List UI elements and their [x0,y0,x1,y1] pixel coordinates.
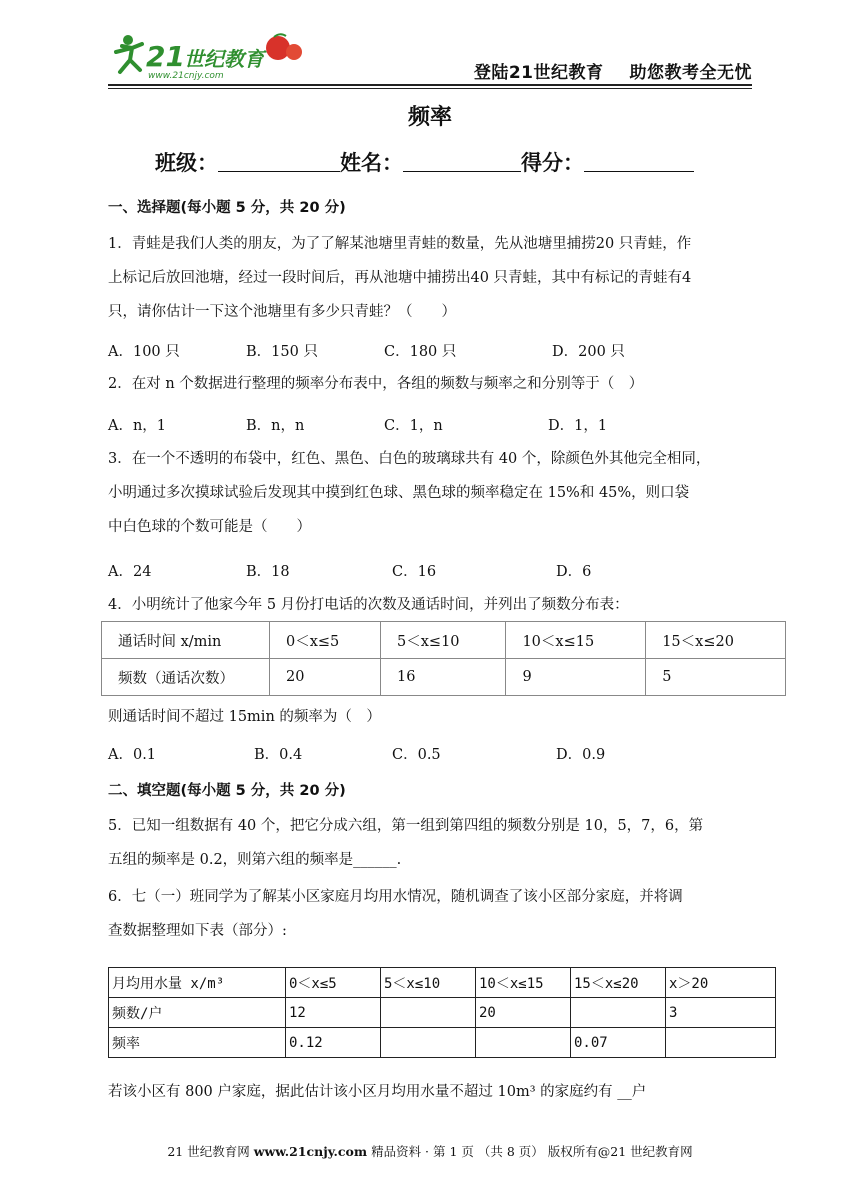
table-cell: 0＜x≤5 [270,622,381,659]
q2-option-c[interactable]: C．1，n [384,418,443,434]
slogan-1: 登陆21世纪教育 [473,63,604,83]
q5-line2: 五组的频率是 0.2，则第六组的频率是______. [108,852,402,868]
q6-line2: 查数据整理如下表（部分）: [108,923,287,939]
q4-option-d[interactable]: D．0.9 [556,747,606,763]
score-label: 得分： [521,151,584,175]
q4-option-a[interactable]: A．0.1 [108,747,157,763]
table-row [102,622,786,659]
slogan-2: 助您教考全无忧 [629,63,752,83]
q3-line3: 中白色球的个数可能是（ ） [108,519,311,535]
table-cell: x＞20 [666,968,776,998]
q1-option-d[interactable]: D．200 只 [552,344,625,360]
q3-option-d[interactable]: D．6 [556,564,592,580]
svg-text:世纪教育: 世纪教育 [184,47,264,71]
table-cell: 16 [381,659,506,696]
q1-line2: 上标记后放回池塘，经过一段时间后，再从池塘中捕捞出40 只青蛙，其中有标记的青蛙有4 [108,270,692,286]
question-4 [108,588,753,622]
q1-option-c[interactable]: C．180 只 [384,344,457,360]
q1-line1: 1．青蛙是我们人类的朋友，为了了解某池塘里青蛙的数量，先从池塘里捕捞20 只青蛙，作 [108,236,692,252]
table-cell: 20 [476,998,571,1028]
table-cell: 10＜x≤15 [506,622,646,659]
table-cell: 频数/户 [109,998,286,1028]
q6-line1: 6．七（一）班同学为了解某小区家庭月均用水情况，随机调查了该小区部分家庭，并将调 [108,889,683,905]
q4-after [108,700,753,734]
question-6 [108,880,753,948]
q1-option-b[interactable]: B．150 只 [246,344,318,360]
table-cell [381,1028,476,1058]
score-blank[interactable] [584,151,694,172]
header-rule-thin [108,88,752,89]
table-cell: 5＜x≤10 [381,622,506,659]
q1-option-a[interactable]: A．100 只 [108,344,180,360]
table-cell: 20 [270,659,381,696]
question-1 [108,227,753,329]
table-cell [381,998,476,1028]
table-row [109,998,776,1028]
footer-rest: 精品资料 · 第 1 页 （共 8 页） 版权所有@21 世纪教育网 [371,1144,693,1159]
q6-after-text: 若该小区有 800 户家庭，据此估计该小区月均用水量不超过 10m³ 的家庭约有 __户 [108,1084,647,1100]
student-info-line [155,147,694,177]
table-cell: 3 [666,998,776,1028]
q2-line1: 2．在对 n 个数据进行整理的频率分布表中，各组的频数与频率之和分别等于（ ） [108,376,644,392]
q2-option-b[interactable]: B．n，n [246,418,305,434]
footer-url[interactable]: www.21cnjy.com [253,1144,368,1159]
q4-frequency-table [101,621,786,696]
name-label: 姓名： [340,151,403,175]
table-cell [476,1028,571,1058]
table-row [109,968,776,998]
svg-text:www.21cnjy.com: www.21cnjy.com [148,71,224,81]
class-label: 班级： [155,151,218,175]
q3-line1: 3．在一个不透明的布袋中，红色、黑色、白色的玻璃球共有 40 个，除颜色外其他完全相同， [108,451,711,467]
table-cell: 0.07 [571,1028,666,1058]
q4-option-b[interactable]: B．0.4 [254,747,303,763]
q2-option-a[interactable]: A．n，1 [108,418,167,434]
q3-option-b[interactable]: B．18 [246,564,290,580]
table-cell: 15＜x≤20 [571,968,666,998]
question-2 [108,367,753,401]
section-heading-choice: 一、选择题(每小题 5 分，共 20 分) [108,200,346,216]
table-cell [571,998,666,1028]
header-rule [108,84,752,86]
name-blank[interactable] [403,151,521,172]
page-title: 频率 [407,105,452,130]
table-cell: 0＜x≤5 [286,968,381,998]
class-blank[interactable] [218,151,340,172]
table-cell: 频数（通话次数） [102,659,270,696]
table-cell [666,1028,776,1058]
svg-text:21: 21 [146,40,185,73]
question-5 [108,809,753,877]
table-cell: 频率 [109,1028,286,1058]
table-cell: 通话时间 x/min [102,622,270,659]
q4-line1: 4．小明统计了他家今年 5 月份打电话的次数及通话时间，并列出了频数分布表： [108,597,629,613]
table-cell: 15＜x≤20 [646,622,786,659]
q5-line1: 5．已知一组数据有 40 个，把它分成六组，第一组到第四组的频数分别是 10，5，7，6，第 [108,818,704,834]
section-heading-fill: 二、填空题(每小题 5 分，共 20 分) [108,783,346,799]
logo-icon [108,30,308,82]
table-cell: 0.12 [286,1028,381,1058]
table-cell: 9 [506,659,646,696]
table-row [102,659,786,696]
q4-after-text: 则通话时间不超过 15min 的频率为（ ） [108,709,381,725]
q1-line3: 只，请你估计一下这个池塘里有多少只青蛙？（ ） [108,304,456,320]
q6-water-table [108,967,776,1058]
q3-option-a[interactable]: A．24 [108,564,152,580]
table-cell: 5 [646,659,786,696]
table-cell: 12 [286,998,381,1028]
header-slogan [448,58,752,83]
q2-option-d[interactable]: D．1，1 [548,418,608,434]
table-row [109,1028,776,1058]
q3-option-c[interactable]: C．16 [392,564,437,580]
q6-after [108,1075,753,1109]
question-3 [108,442,753,544]
q4-option-c[interactable]: C．0.5 [392,747,441,763]
table-cell: 月均用水量 x/m³ [109,968,286,998]
q3-line2: 小明通过多次摸球试验后发现其中摸到红色球、黑色球的频率稳定在 15%和 45%，则口袋 [108,485,690,501]
table-cell: 5＜x≤10 [381,968,476,998]
footer-site: 21 世纪教育网 [167,1144,250,1159]
table-cell: 10＜x≤15 [476,968,571,998]
page-footer [0,1142,860,1160]
